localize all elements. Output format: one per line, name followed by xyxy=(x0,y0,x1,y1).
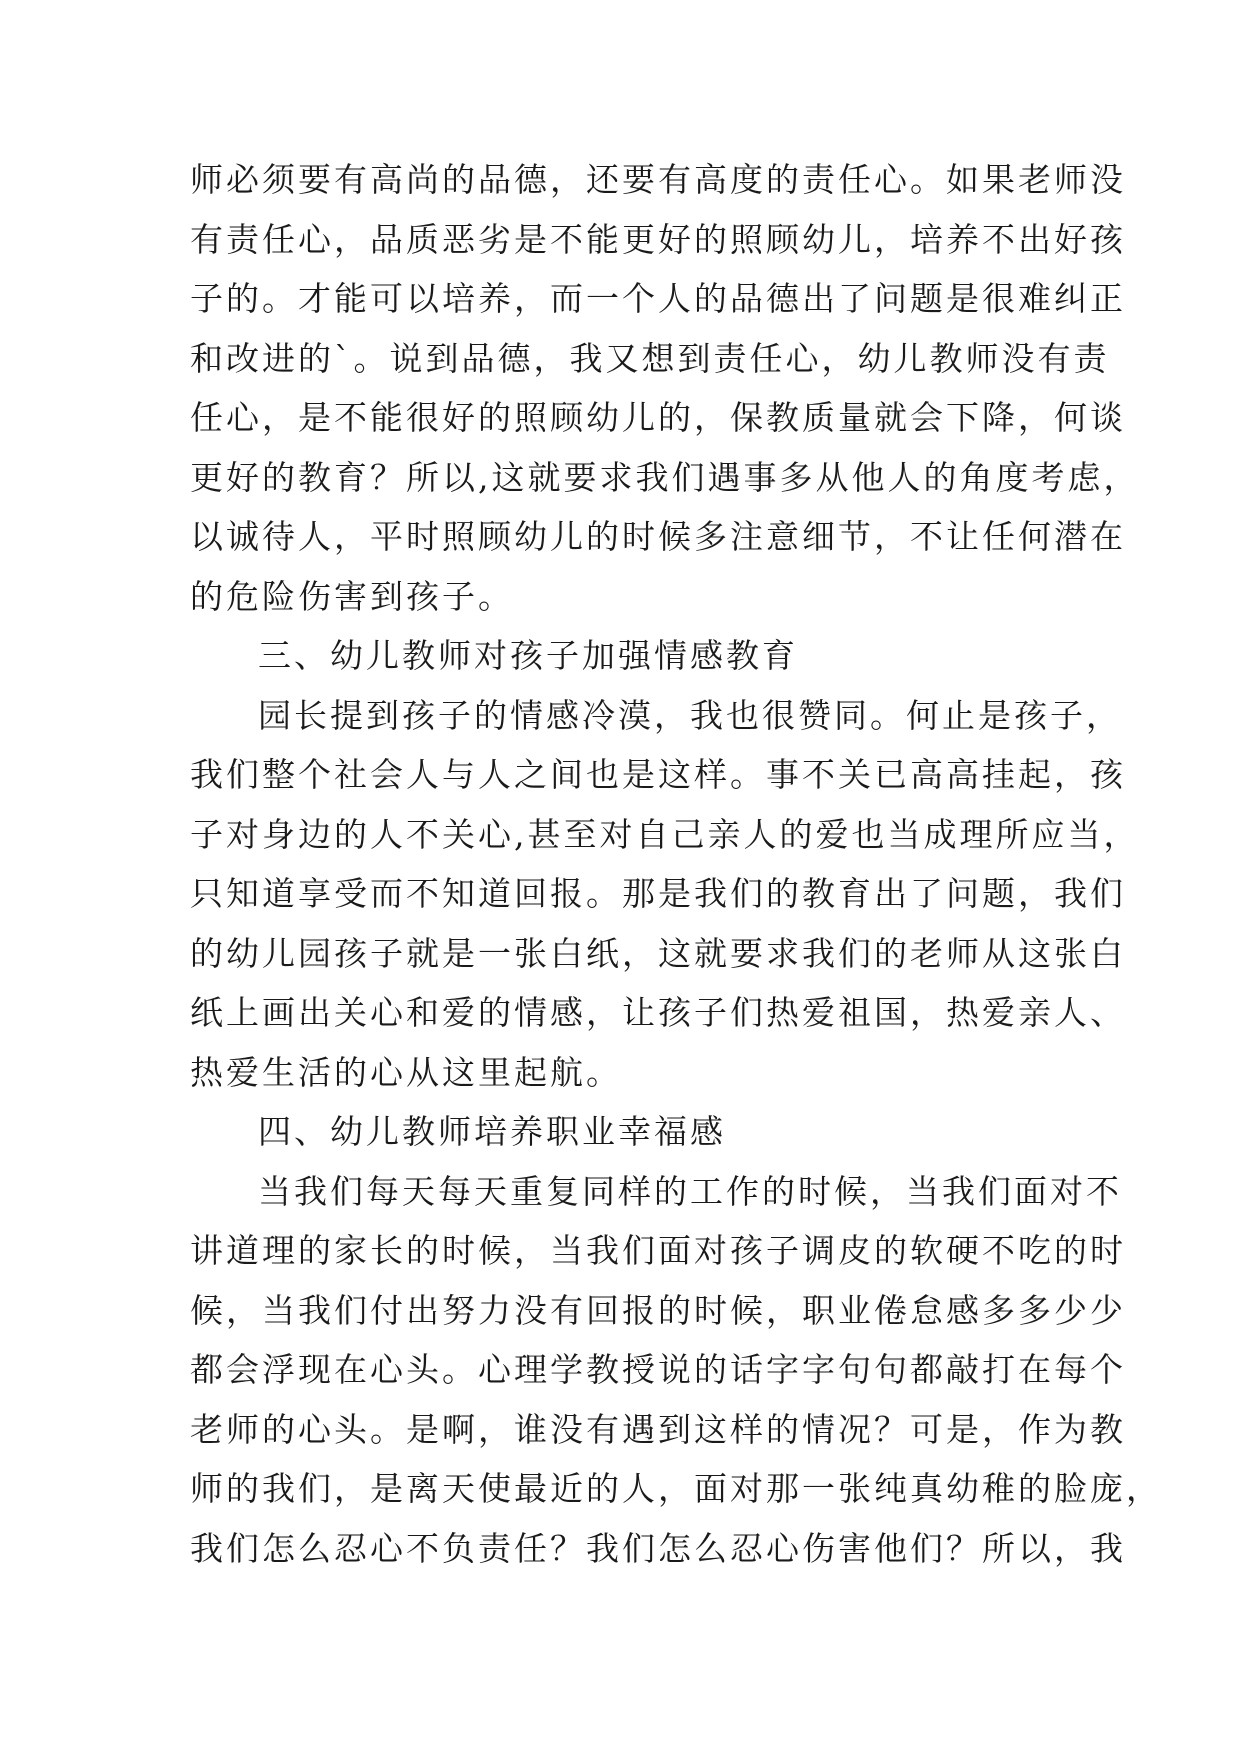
text-line: 以诚待人，平时照顾幼儿的时候多注意细节，不让任何潜在 xyxy=(190,517,1126,556)
text-line: 更好的教育？所以,这就要求我们遇事多从他人的角度考虑， xyxy=(190,457,1140,497)
text-line: 师的我们，是离天使最近的人，面对那一张纯真幼稚的脸庞， xyxy=(190,1469,1162,1508)
text-line: 讲道理的家长的时候，当我们面对孩子调皮的软硬不吃的时 xyxy=(190,1231,1126,1270)
text-line: 老师的心头。是啊，谁没有遇到这样的情况？可是，作为教 xyxy=(190,1409,1126,1449)
text-line: 任心，是不能很好的照顾幼儿的，保教质量就会下降，何谈 xyxy=(190,398,1126,437)
section-heading-3: 三、幼儿教师对孩子加强情感教育 xyxy=(258,636,798,675)
text-line: 有责任心，品质恶劣是不能更好的照顾幼儿，培养不出好孩 xyxy=(190,219,1126,259)
text-line: 园长提到孩子的情感冷漠，我也很赞同。何止是孩子， xyxy=(258,695,1122,735)
text-line: 都会浮现在心头。心理学教授说的话字字句句都敲打在每个 xyxy=(190,1350,1126,1389)
text-line: 和改进的`。说到品德，我又想到责任心，幼儿教师没有责 xyxy=(190,338,1110,378)
section-heading-4: 四、幼儿教师培养职业幸福感 xyxy=(258,1112,726,1151)
body-text xyxy=(190,150,1162,1578)
text-line: 只知道享受而不知道回报。那是我们的教育出了问题，我们 xyxy=(190,874,1126,913)
text-line: 当我们每天每天重复同样的工作的时候，当我们面对不 xyxy=(258,1171,1122,1211)
text-line: 师必须要有高尚的品德，还要有高度的责任心。如果老师没 xyxy=(190,160,1126,199)
text-line: 子对身边的人不关心,甚至对自己亲人的爱也当成理所应当， xyxy=(190,814,1140,854)
text-line: 的幼儿园孩子就是一张白纸，这就要求我们的老师从这张白 xyxy=(190,933,1126,973)
text-line: 我们怎么忍心不负责任？我们怎么忍心伤害他们？所以，我 xyxy=(190,1528,1126,1568)
text-line: 候，当我们付出努力没有回报的时候，职业倦怠感多多少少 xyxy=(190,1290,1126,1330)
text-line: 的危险伤害到孩子。 xyxy=(190,576,514,616)
text-line: 热爱生活的心从这里起航。 xyxy=(190,1052,622,1092)
text-line: 我们整个社会人与人之间也是这样。事不关已高高挂起，孩 xyxy=(190,755,1126,794)
text-line: 纸上画出关心和爱的情感，让孩子们热爱祖国，热爱亲人、 xyxy=(190,993,1126,1032)
text-line: 子的。才能可以培养，而一个人的品德出了问题是很难纠正 xyxy=(190,279,1126,318)
